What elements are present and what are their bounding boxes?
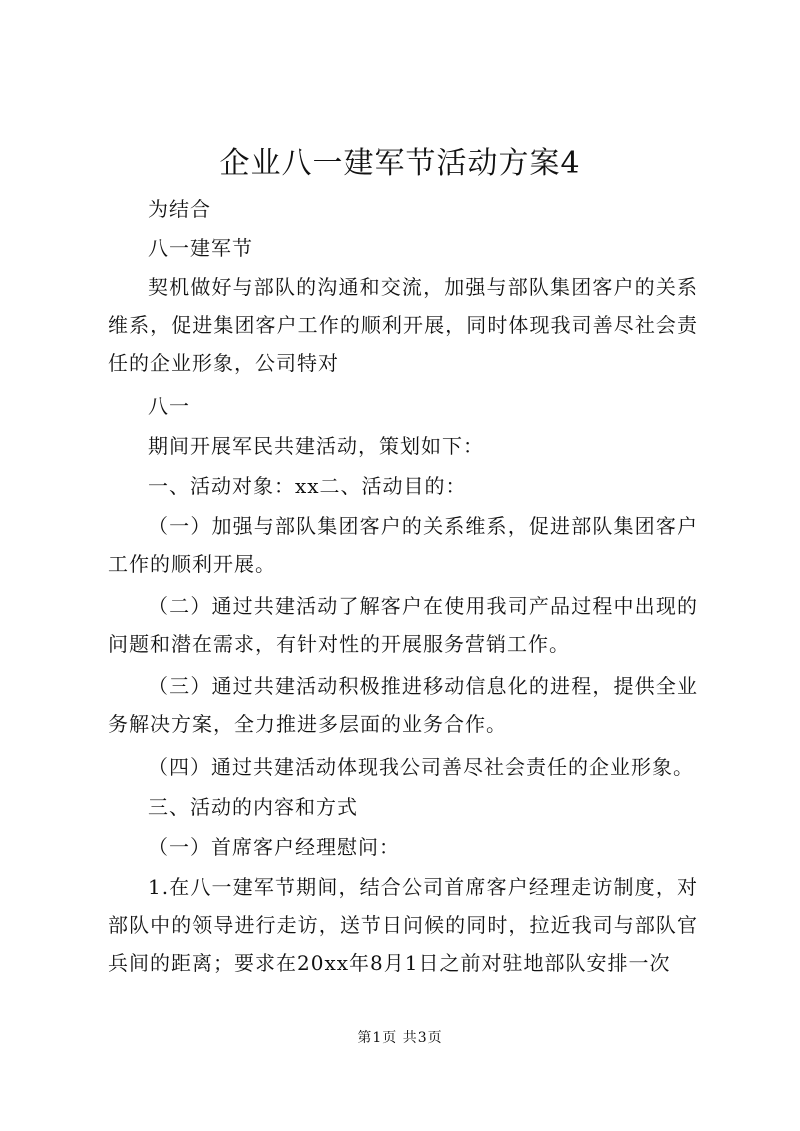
paragraph-8: （二）通过共建活动了解客户在使用我司产品过程中出现的问题和潜在需求，有针对性的开展服务营销工作。 bbox=[108, 594, 698, 656]
document-title: 企业八一建军节活动方案4 bbox=[219, 146, 581, 181]
paragraph-6: 一、活动对象：xx二、活动目的： bbox=[148, 474, 467, 498]
paragraph-2: 八一建军节 bbox=[148, 236, 253, 260]
paragraph-5: 期间开展军民共建活动，策划如下： bbox=[148, 434, 484, 458]
paragraph-12: （一）首席客户经理慰问： bbox=[148, 835, 400, 859]
paragraph-9: （三）通过共建活动积极推进移动信息化的进程，提供全业务解决方案，全力推进多层面的业务合作。 bbox=[108, 674, 698, 736]
paragraph-1: 为结合 bbox=[148, 197, 211, 221]
paragraph-10: （四）通过共建活动体现我公司善尽社会责任的企业形象。 bbox=[148, 755, 694, 779]
paragraph-3: 契机做好与部队的沟通和交流，加强与部队集团客户的关系维系，促进集团客户工作的顺利开展，同时体现我司善尽社会责任的企业形象，公司特对 bbox=[108, 275, 698, 375]
paragraph-4: 八一 bbox=[148, 394, 190, 418]
paragraph-13: 1.在八一建军节期间，结合公司首席客户经理走访制度，对部队中的领导进行走访，送节日问候的同时，拉近我司与部队官兵间的距离；要求在20xx年8月1日之前对驻地部队安排一次 bbox=[108, 875, 698, 975]
paragraph-7: （一）加强与部队集团客户的关系维系，促进部队集团客户工作的顺利开展。 bbox=[108, 514, 698, 576]
page-number-footer: 第1页 共3页 bbox=[357, 1030, 443, 1046]
paragraph-11: 三、活动的内容和方式 bbox=[148, 795, 358, 819]
